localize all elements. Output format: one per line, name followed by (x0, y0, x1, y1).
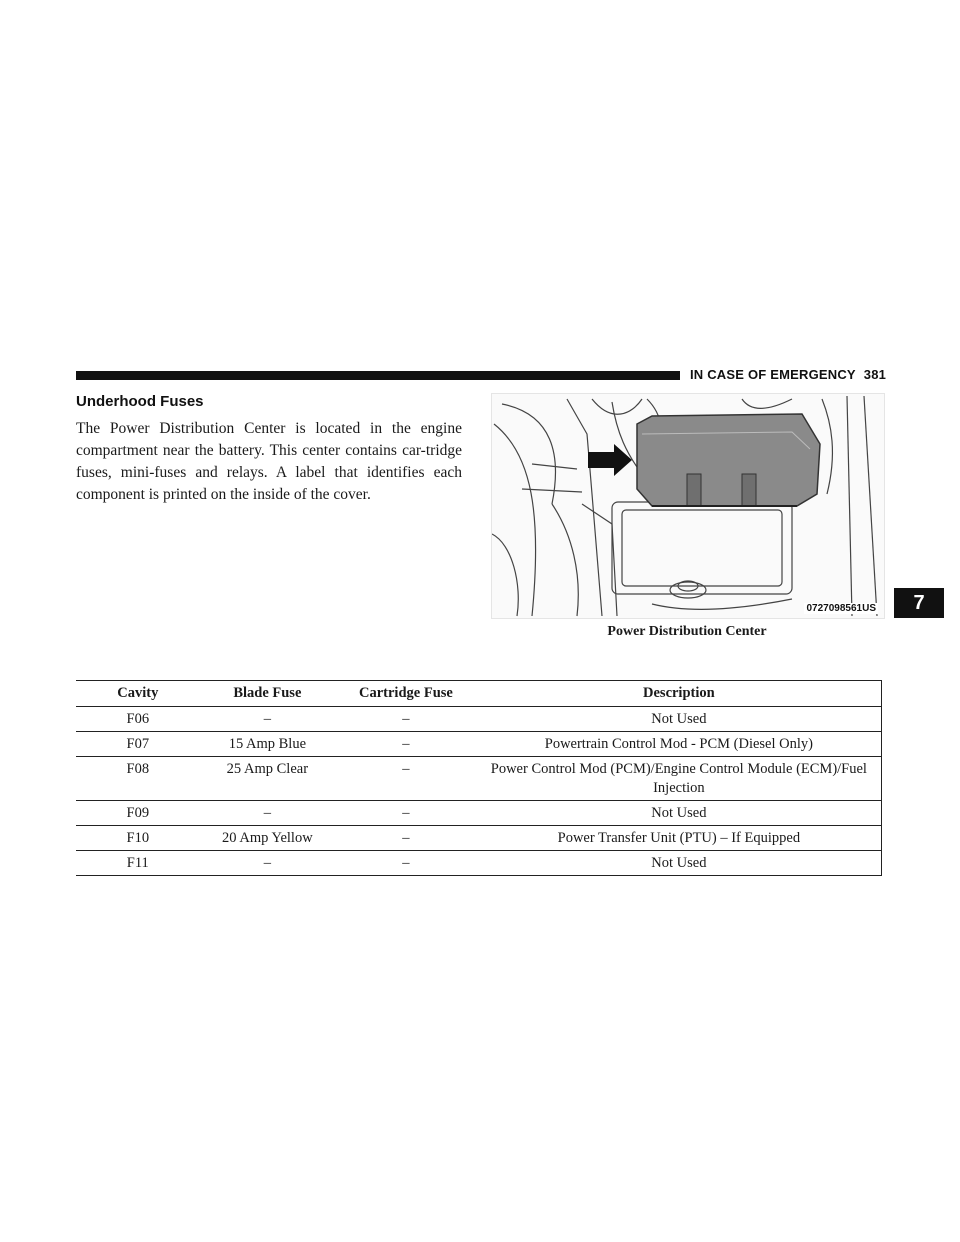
intro-paragraph: The Power Distribution Center is located in the engine compartment near the battery. This center contains car-tridge fuses, mini-fuses and relays. A label that identifies each component is printed on the inside of the cover. (76, 420, 462, 503)
cell-description: Power Control Mod (PCM)/Engine Control Module (ECM)/Fuel Injection (477, 757, 882, 801)
cell-blade-fuse: 25 Amp Clear (200, 757, 336, 801)
cell-cartridge-fuse: – (335, 707, 477, 732)
cell-cartridge-fuse: – (335, 801, 477, 826)
cell-description: Not Used (477, 801, 882, 826)
cell-blade-fuse: 20 Amp Yellow (200, 826, 336, 851)
running-header (690, 367, 886, 382)
cell-cartridge-fuse: – (335, 732, 477, 757)
figure-caption: Power Distribution Center (607, 624, 767, 639)
cell-cavity: F09 (76, 801, 200, 826)
page-number: 381 (863, 367, 887, 382)
table-row (76, 801, 882, 826)
section-title: Underhood Fuses (76, 393, 204, 410)
cell-cartridge-fuse: – (335, 826, 477, 851)
cell-cartridge-fuse: – (335, 851, 477, 876)
header-rule (76, 371, 680, 380)
cell-cavity: F07 (76, 732, 200, 757)
table-row (76, 707, 882, 732)
cell-description: Not Used (477, 707, 882, 732)
header-section: IN CASE OF EMERGENCY (690, 367, 856, 382)
cell-description: Power Transfer Unit (PTU) – If Equipped (477, 826, 882, 851)
table-header-row (76, 681, 882, 707)
table-row (76, 851, 882, 876)
column-header-blade-fuse: Blade Fuse (200, 681, 336, 707)
cell-cavity: F11 (76, 851, 200, 876)
cell-blade-fuse: – (200, 707, 336, 732)
table-row (76, 757, 882, 801)
power-distribution-center-illustration (491, 393, 885, 619)
cell-cavity: F08 (76, 757, 200, 801)
cell-cavity: F10 (76, 826, 200, 851)
table-row (76, 826, 882, 851)
cell-blade-fuse: – (200, 801, 336, 826)
pdc-cover (637, 414, 820, 506)
chapter-tab: 7 (894, 588, 944, 618)
column-header-cartridge-fuse: Cartridge Fuse (335, 681, 477, 707)
cell-blade-fuse: – (200, 851, 336, 876)
engine-compartment-drawing (492, 394, 884, 618)
column-header-cavity: Cavity (76, 681, 200, 707)
cell-cavity: F06 (76, 707, 200, 732)
cell-blade-fuse: 15 Amp Blue (200, 732, 336, 757)
fuse-table (76, 680, 882, 876)
table-row (76, 732, 882, 757)
cell-description: Not Used (477, 851, 882, 876)
figure-image-code: 0727098561US (806, 603, 876, 614)
cell-cartridge-fuse: – (335, 757, 477, 801)
arrow-pointer-icon (588, 444, 632, 476)
column-header-description: Description (477, 681, 882, 707)
cell-description: Powertrain Control Mod - PCM (Diesel Only) (477, 732, 882, 757)
